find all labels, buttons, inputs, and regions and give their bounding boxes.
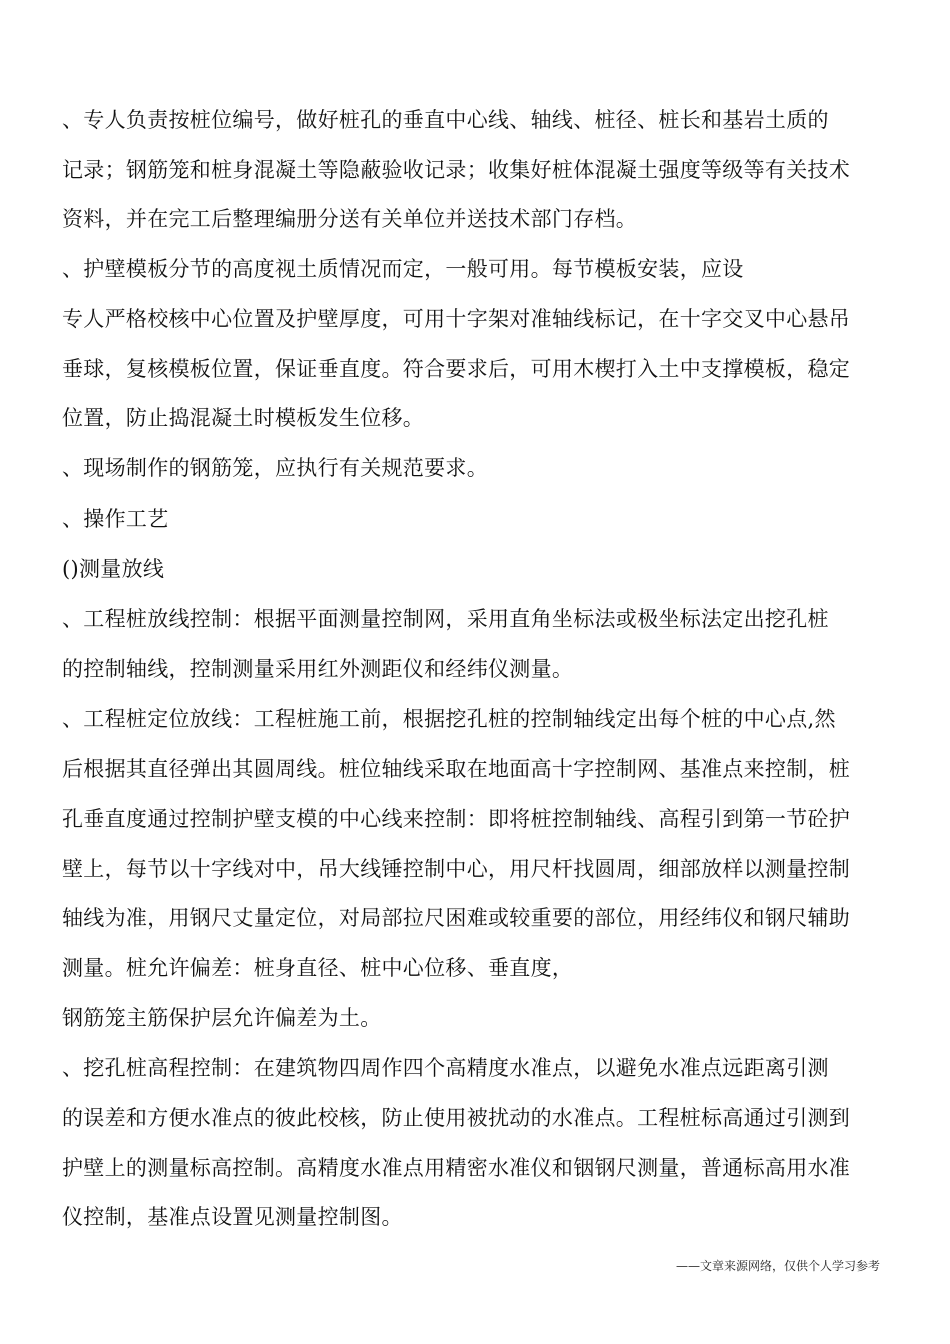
text-line: 、护壁模板分节的高度视土质情况而定，一般可用。每节模板安装，应设 (62, 257, 744, 281)
text-line: 护壁上的测量标高控制。高精度水准点用精密水准仪和铟钢尺测量，普通标高用水准 (62, 1156, 851, 1180)
text-line: ()测量放线 (62, 557, 165, 581)
text-line: 钢筋笼主筋保护层允许偏差为土。 (62, 1006, 382, 1030)
text-line: 、挖孔桩高程控制：在建筑物四周作四个高精度水准点，以避免水准点远距离引测 (62, 1056, 829, 1080)
text-line: 、专人负责按桩位编号，做好桩孔的垂直中心线、轴线、桩径、桩长和基岩土质的 (62, 108, 829, 132)
text-line: 位置，防止捣混凝土时模板发生位移。 (62, 406, 425, 430)
text-line: 资料，并在完工后整理编册分送有关单位并送技术部门存档。 (62, 207, 638, 231)
text-line: 、工程桩定位放线：工程桩施工前，根据挖孔桩的控制轴线定出每个桩的中心点,然 (62, 707, 836, 731)
text-line: 壁上，每节以十字线对中，吊大线锤控制中心，用尺杆找圆周，细部放样以测量控制 (62, 857, 851, 881)
text-line: 、现场制作的钢筋笼，应执行有关规范要求。 (62, 456, 488, 480)
text-line: 仪控制，基准点设置见测量控制图。 (62, 1205, 403, 1229)
text-line: 测量。桩允许偏差：桩身直径、桩中心位移、垂直度， (62, 956, 574, 980)
text-line: 、操作工艺 (62, 507, 169, 531)
text-line: 记录；钢筋笼和桩身混凝土等隐蔽验收记录；收集好桩体混凝土强度等级等有关技术 (62, 158, 851, 182)
text-line: 的控制轴线，控制测量采用红外测距仪和经纬仪测量。 (62, 657, 574, 681)
text-line: 后根据其直径弹出其圆周线。桩位轴线采取在地面高十字控制网、基准点来控制，桩 (62, 757, 851, 781)
source-footer: ——文章来源网络，仅供个人学习参考 (675, 1259, 880, 1273)
text-line: 垂球，复核模板位置，保证垂直度。符合要求后，可用木楔打入土中支撑模板，稳定 (62, 357, 851, 381)
text-line: 专人严格校核中心位置及护壁厚度，可用十字架对准轴线标记，在十字交叉中心悬吊 (62, 307, 851, 331)
text-line: 的误差和方便水准点的彼此校核，防止使用被扰动的水准点。工程桩标高通过引测到 (62, 1106, 851, 1130)
text-line: 轴线为准，用钢尺丈量定位，对局部拉尺困难或较重要的部位，用经纬仪和钢尺辅助 (62, 906, 851, 930)
text-line: 孔垂直度通过控制护壁支模的中心线来控制：即将桩控制轴线、高程引到第一节砼护 (62, 807, 851, 831)
text-line: 、工程桩放线控制：根据平面测量控制网，采用直角坐标法或极坐标法定出挖孔桩 (62, 607, 829, 631)
